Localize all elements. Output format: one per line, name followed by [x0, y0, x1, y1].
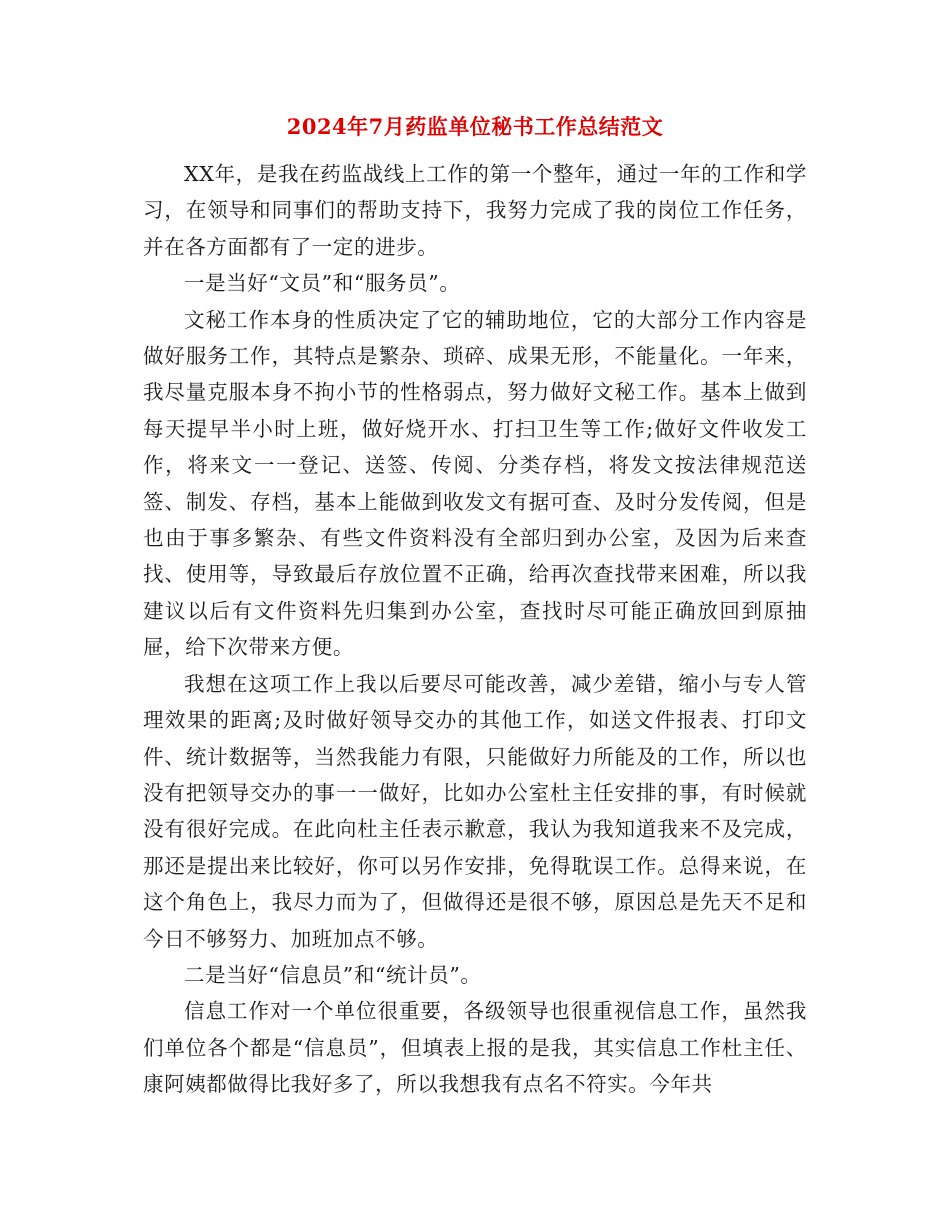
paragraph-improvement: 我想在这项工作上我以后要尽可能改善，减少差错，缩小与专人管理效果的距离;及时做好领导交办的其他工作，如送文件报表、打印文件、统计数据等，当然我能力有限，只能做好力所能及的工作，所以也没有把领导交办的事一一做好，比如办公室杜主任安排的事，有时候就没有很好完成。在此向杜主任表示歉意，我认为我知道我来不及完成，那还是提出来比较好，你可以另作安排，免得耽误工作。总得来说，在这个角色上，我尽力而为了，但做得还是很不够，原因总是先天不足和今日不够努力、加班加点不够。: [143, 671, 807, 951]
paragraph-intro: XX年，是我在药监战线上工作的第一个整年，通过一年的工作和学习，在领导和同事们的帮助支持下，我努力完成了我的岗位工作任务，并在各方面都有了一定的进步。: [143, 162, 807, 259]
section-heading-2: 二是当好“信息员”和“统计员”。: [184, 962, 482, 987]
document-body: [143, 156, 807, 1103]
document-title: 2024年7月药监单位秘书工作总结范文: [286, 114, 664, 139]
paragraph-secretarial-work: 文秘工作本身的性质决定了它的辅助地位，它的大部分工作内容是做好服务工作，其特点是繁杂、琐碎、成果无形，不能量化。一年来，我尽量克服本身不拘小节的性格弱点，努力做好文秘工作。基本上做到每天提早半小时上班，做好烧开水、打扫卫生等工作;做好文件收发工作，将来文一一登记、送签、传阅、分类存档，将发文按法律规范送签、制发、存档，基本上能做到收发文有据可查、及时分发传阅，但是也由于事多繁杂、有些文件资料没有全部归到办公室，及因为后来查找、使用等，导致最后存放位置不正确，给再次查找带来困难，所以我建议以后有文件资料先归集到办公室，查找时尽可能正确放回到原抽屉，给下次带来方便。: [143, 307, 807, 660]
paragraph-information-work: 信息工作对一个单位很重要，各级领导也很重视信息工作，虽然我们单位各个都是“信息员”，但填表上报的是我，其实信息工作杜主任、康阿姨都做得比我好多了，所以我想我有点名不符实。今年共: [143, 999, 807, 1097]
section-heading-1: 一是当好“文员”和“服务员”。: [184, 271, 461, 296]
